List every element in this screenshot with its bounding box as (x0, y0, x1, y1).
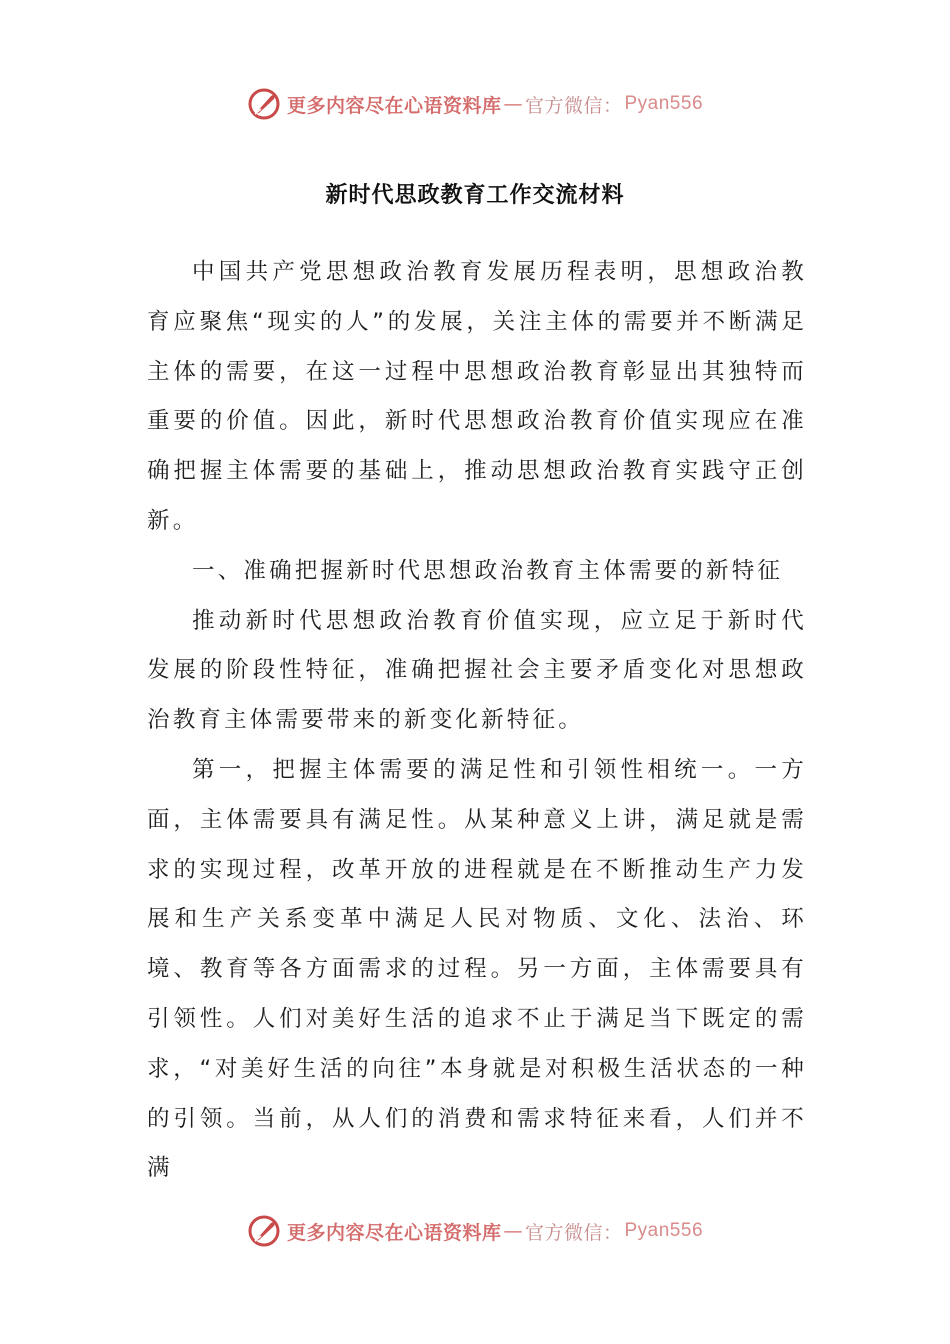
watermark-separator: — (503, 93, 523, 115)
document-body (147, 248, 807, 1194)
document-title: 新时代思政教育工作交流材料 (325, 183, 625, 208)
section-heading-1: 一、准确把握新时代思想政治教育主体需要的新特征 (192, 557, 784, 584)
watermark-sub-text: 官方微信： (524, 94, 623, 117)
watermark-wechat-id: Pyan556 (624, 93, 704, 114)
section-1-paragraph: 推动新时代思想政治教育价值实现，应立足于新时代发展的阶段性特征，准确把握社会主要矛盾变化对思想政治教育主体需要带来的新变化新特征。 (147, 607, 807, 734)
watermark-sub-text: 官方微信： (524, 1221, 623, 1244)
quill-logo-icon (247, 1214, 281, 1248)
quill-logo-icon (247, 87, 281, 121)
footer-watermark (0, 1211, 950, 1251)
watermark-main-text: 更多内容尽在心语资料库 (286, 94, 502, 117)
watermark-wechat-id: Pyan556 (624, 1220, 704, 1241)
header-watermark (0, 84, 950, 124)
intro-paragraph: 中国共产党思想政治教育发展历程表明，思想政治教育应聚焦“现实的人”的发展，关注主体的需要并不断满足主体的需要，在这一过程中思想政治教育彰显出其独特而重要的价值。因此，新时代思想政治教育价值实现应在准确把握主体需要的基础上，推动思想政治教育实践守正创新。 (147, 259, 807, 534)
watermark-main-text: 更多内容尽在心语资料库 (286, 1221, 502, 1244)
watermark-separator: — (503, 1220, 523, 1242)
point-1-paragraph: 第一，把握主体需要的满足性和引领性相统一。一方面，主体需要具有满足性。从某种意义上讲，满足就是需求的实现过程，改革开放的进程就是在不断推动生产力发展和生产关系变革中满足人民对物质、文化、法治、环境、教育等各方面需求的过程。另一方面，主体需要具有引领性。人们对美好生活的追求不止于满足当下既定的需求，“对美好生活的向往”本身就是对积极生活状态的一种的引领。当前，从人们的消费和需求特征来看，人们并不满 (147, 756, 807, 1182)
